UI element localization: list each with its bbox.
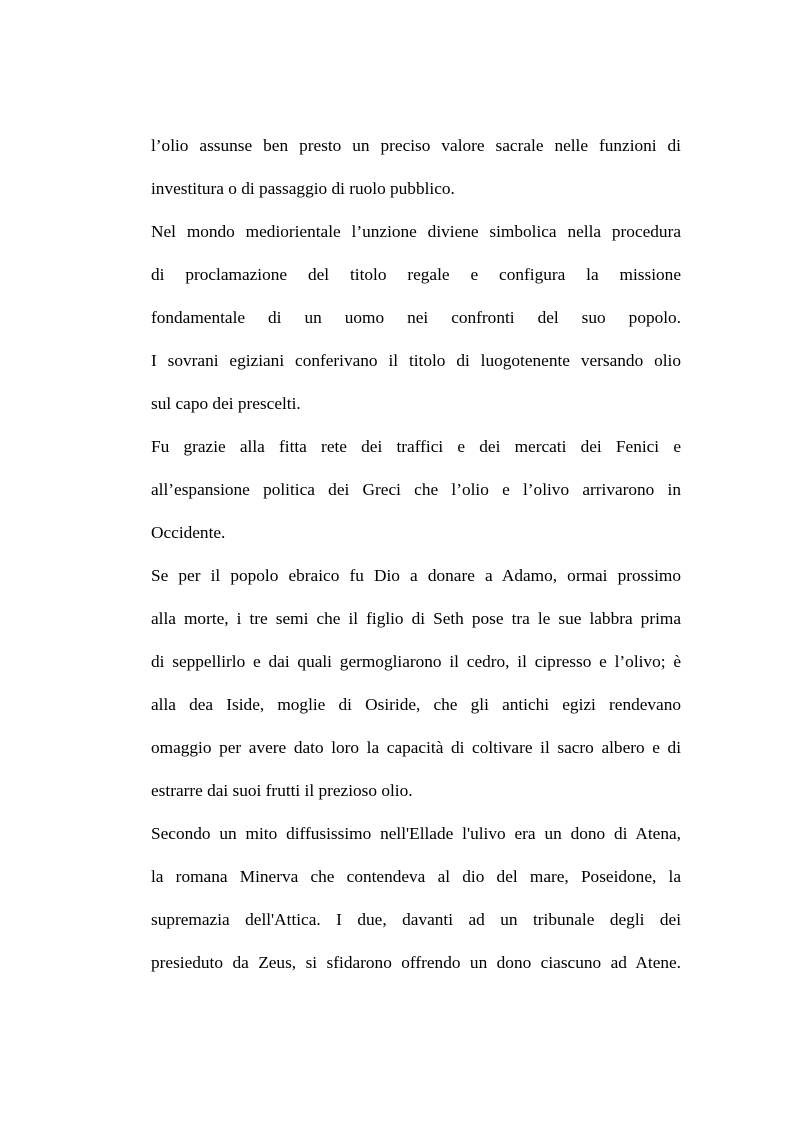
text-line: presieduto da Zeus, si sfidarono offrendo un dono ciascuno ad Atene. bbox=[151, 953, 681, 972]
text-line: supremazia dell'Attica. I due, davanti ad un tribunale degli dei bbox=[151, 910, 681, 929]
text-line: investitura o di passaggio di ruolo pubblico. bbox=[151, 179, 455, 198]
document-page bbox=[151, 124, 681, 984]
text-line: fondamentale di un uomo nei confronti del suo popolo. bbox=[151, 308, 681, 327]
paragraph-1 bbox=[151, 124, 681, 210]
text-line: alla morte, i tre semi che il figlio di Seth pose tra le sue labbra prima bbox=[151, 609, 681, 628]
text-line: la romana Minerva che contendeva al dio del mare, Poseidone, la bbox=[151, 867, 681, 886]
paragraph-4 bbox=[151, 554, 681, 812]
text-line: sul capo dei prescelti. bbox=[151, 394, 301, 413]
text-line: Occidente. bbox=[151, 523, 226, 542]
text-line: Nel mondo mediorientale l’unzione diviene simbolica nella procedura bbox=[151, 222, 681, 241]
paragraph-5 bbox=[151, 812, 681, 984]
paragraph-3 bbox=[151, 425, 681, 554]
text-line: Se per il popolo ebraico fu Dio a donare a Adamo, ormai prossimo bbox=[151, 566, 681, 585]
text-line: di proclamazione del titolo regale e configura la missione bbox=[151, 265, 681, 284]
text-line: all’espansione politica dei Greci che l’olio e l’olivo arrivarono in bbox=[151, 480, 681, 499]
text-line: alla dea Iside, moglie di Osiride, che gli antichi egizi rendevano bbox=[151, 695, 681, 714]
text-line: l’olio assunse ben presto un preciso valore sacrale nelle funzioni di bbox=[151, 136, 681, 155]
text-line: Secondo un mito diffusissimo nell'Ellade l'ulivo era un dono di Atena, bbox=[151, 824, 681, 843]
text-line: I sovrani egiziani conferivano il titolo di luogotenente versando olio bbox=[151, 351, 681, 370]
paragraph-2 bbox=[151, 210, 681, 425]
text-line: di seppellirlo e dai quali germogliarono il cedro, il cipresso e l’olivo; è bbox=[151, 652, 681, 671]
text-line: Fu grazie alla fitta rete dei traffici e dei mercati dei Fenici e bbox=[151, 437, 681, 456]
text-line: omaggio per avere dato loro la capacità di coltivare il sacro albero e di bbox=[151, 738, 681, 757]
text-line: estrarre dai suoi frutti il prezioso olio. bbox=[151, 781, 413, 800]
